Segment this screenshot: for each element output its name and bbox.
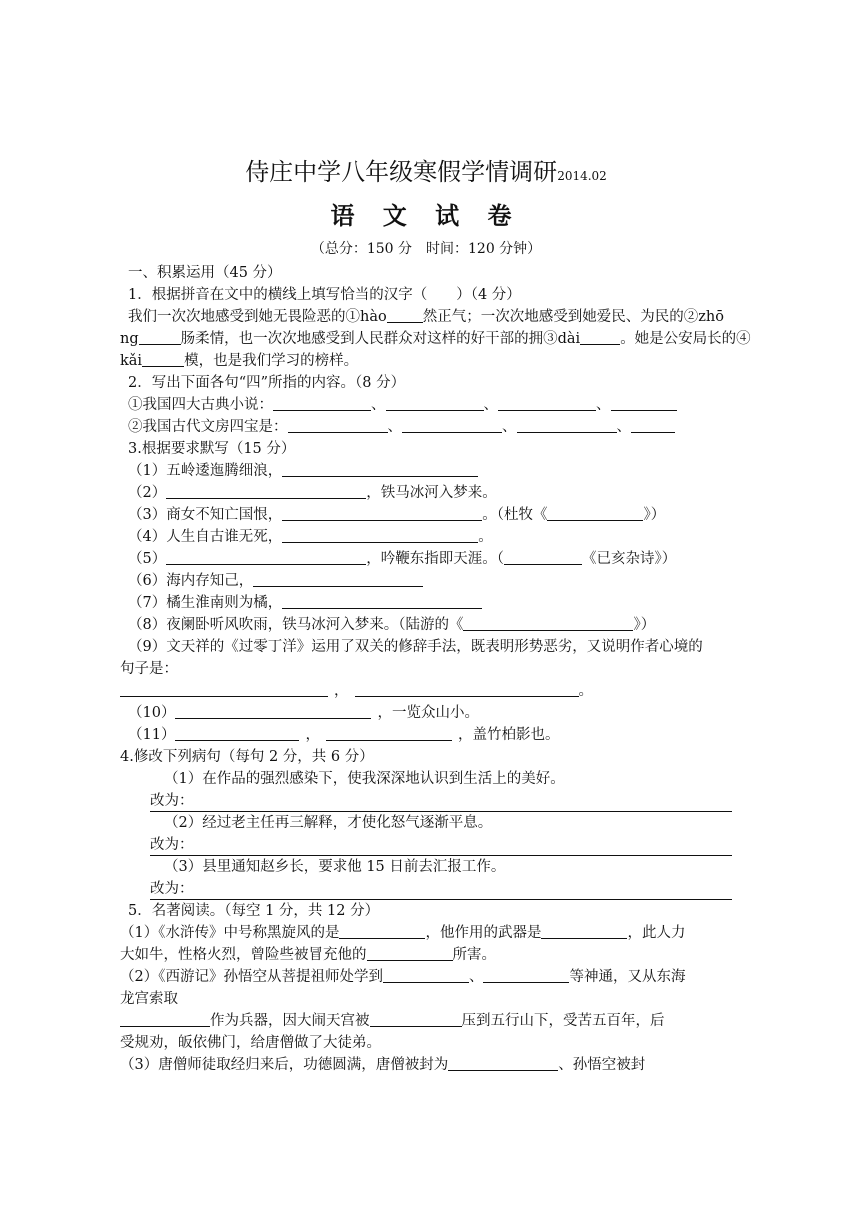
q2-blank[interactable] [402, 417, 502, 433]
q3-blank[interactable] [463, 615, 633, 631]
q3-blank[interactable] [175, 725, 299, 741]
q5-text: 大如牛，性格火烈，曾险些被冒充他的 [120, 947, 367, 963]
q5-item-3 [120, 1054, 732, 1076]
q3-text: （10） [128, 705, 176, 721]
q1-line-3 [120, 350, 732, 372]
q3-text: 。（杜牧《 [482, 507, 548, 523]
exam-content [120, 152, 751, 1076]
q3-prompt: 3.根据要求默写（15 分） [128, 441, 296, 457]
q3-text: （4）人生自古谁无死， [128, 529, 283, 545]
q1-blank-3[interactable] [580, 329, 620, 345]
q4-sentence-2: （2）经过老主任再三解释，才使化怒气逐渐平息。 [164, 815, 493, 831]
q5-blank[interactable] [339, 923, 425, 939]
exam-subject: 语 文 试 卷 [330, 201, 522, 230]
q2-blank[interactable] [386, 395, 484, 411]
q3-blank[interactable] [253, 571, 423, 587]
q3-text: 。 [478, 529, 493, 545]
fix-label: 改为： [150, 793, 194, 809]
q2-prompt: 2．写出下面各句“四”所指的内容。（8 分） [128, 375, 406, 391]
q5-blank[interactable] [120, 1011, 210, 1027]
q3-blank[interactable] [166, 483, 366, 499]
q1-prompt: 1．根据拼音在文中的横线上填写恰当的汉字（ ）（4 分） [128, 287, 521, 303]
q1-text: 。她是公安局长的④ [620, 331, 751, 347]
q3-text: （3）商女不知亡国恨， [128, 507, 283, 523]
q4-answer-line[interactable] [150, 878, 732, 900]
q3-blank[interactable] [282, 527, 478, 543]
exam-meta: （总分：150 分 时间：120 分钟） [310, 241, 542, 257]
q5-item-2-cont: 龙宫索取 [120, 991, 178, 1007]
q3-text: ，铁马冰河入梦来。 [366, 485, 497, 501]
q3-text: 》） [633, 617, 656, 633]
q2-blank[interactable] [631, 417, 675, 433]
q1-blank-1[interactable] [387, 307, 423, 323]
q2-blank[interactable] [273, 395, 371, 411]
q5-item-2-cont2 [120, 1010, 732, 1032]
q3-blank[interactable] [355, 681, 579, 697]
q1-text: 我们一次次地感受到她无畏险恶的①hào [128, 309, 387, 325]
q1-line-1 [120, 306, 732, 328]
q3-blank[interactable] [166, 549, 366, 565]
sep: 、 [596, 397, 611, 413]
q5-text: 、 [468, 969, 484, 985]
q1-text: 模，也是我们学习的榜样。 [184, 353, 359, 369]
sep: 、 [616, 419, 631, 435]
q4-answer-line[interactable] [150, 790, 732, 812]
q3-blank[interactable] [504, 549, 582, 565]
q5-text: （2）《西游记》孙悟空从菩提祖师处学到 [120, 969, 383, 985]
q3-text: ，吟鞭东指即天涯。（ [366, 551, 504, 567]
q3-blank[interactable] [282, 505, 482, 521]
q1-blank-2[interactable] [139, 329, 181, 345]
q3-blank[interactable] [547, 505, 643, 521]
q3-item-6 [120, 570, 732, 592]
q5-blank[interactable] [448, 1055, 558, 1071]
q1-line-2 [120, 328, 751, 350]
q5-text: 压到五行山下，受苦五百年，后 [461, 1013, 665, 1029]
exam-date: 2014.02 [557, 169, 607, 183]
q2-line-a [120, 394, 732, 416]
q3-item-11 [120, 724, 732, 746]
sep: 、 [371, 397, 386, 413]
sep: 、 [483, 397, 498, 413]
q3-item-9: （9）文天祥的《过零丁洋》运用了双关的修辞手法，既表明形势恶劣，又说明作者心境的 [128, 639, 703, 655]
q3-text: ，盖竹柏影也。 [457, 727, 560, 743]
q5-blank[interactable] [483, 967, 569, 983]
q3-text: （2） [128, 485, 167, 501]
q3-text: （11） [128, 727, 176, 743]
q3-item-4 [120, 526, 732, 548]
fix-label: 改为： [150, 837, 194, 853]
q2-label: ①我国四大古典小说： [128, 397, 273, 413]
q3-item-9-cont: 句子是： [120, 661, 178, 677]
q1-blank-4[interactable] [142, 351, 184, 367]
q4-answer-line[interactable] [150, 834, 732, 856]
q5-prompt: 5．名著阅读。（每空 1 分，共 12 分） [128, 903, 380, 919]
q5-text: 等神通，又从东海 [569, 969, 686, 985]
q5-text: 所害。 [452, 947, 496, 963]
exam-title [120, 152, 732, 192]
q5-blank[interactable] [383, 967, 469, 983]
q1-text: kǎi [120, 353, 143, 369]
q4-prompt: 4.修改下列病句（每句 2 分，共 6 分） [120, 749, 374, 765]
q5-item-2-cont3: 受规劝，皈依佛门，给唐僧做了大徒弟。 [120, 1035, 381, 1051]
q3-text: ， [334, 683, 349, 699]
q3-text: （5） [128, 551, 167, 567]
q5-text: （3）唐僧师徒取经归来后，功德圆满，唐僧被封为 [120, 1057, 449, 1073]
q2-blank[interactable] [498, 395, 596, 411]
q5-text: ，此人力 [627, 925, 686, 941]
q3-text: 《已亥杂诗》） [581, 551, 677, 567]
q3-blank[interactable] [175, 703, 371, 719]
school-title: 侍庄中学八年级寒假学情调研 [245, 158, 558, 186]
q5-item-2 [120, 966, 732, 988]
q1-text: 肠柔情，也一次次地感受到人民群众对这样的好干部的拥③dài [180, 331, 581, 347]
q4-fix-3 [120, 878, 732, 900]
q5-blank[interactable] [367, 945, 453, 961]
sep: 、 [502, 419, 517, 435]
q3-blank[interactable] [282, 593, 482, 609]
q2-blank[interactable] [611, 395, 677, 411]
q3-text: ， [305, 727, 320, 743]
q3-blank[interactable] [282, 461, 478, 477]
q4-sentence-1: （1）在作品的强烈感染下，使我深深地认识到生活上的美好。 [164, 771, 565, 787]
q3-text: （6）海内存知己， [128, 573, 254, 589]
q3-text: ，一览众山小。 [377, 705, 479, 721]
section-heading: 一、积累运用（45 分） [128, 265, 282, 281]
q5-item-1 [120, 922, 732, 944]
sep: 、 [387, 419, 402, 435]
q3-item-7 [120, 592, 732, 614]
q3-item-5 [120, 548, 732, 570]
q4-fix-2 [120, 834, 732, 856]
q3-text: （1）五岭逶迤腾细浪， [128, 463, 283, 479]
q5-blank[interactable] [370, 1011, 462, 1027]
fix-label: 改为： [150, 881, 194, 897]
q3-blank[interactable] [326, 725, 452, 741]
q5-text: ，他作用的武器是 [425, 925, 542, 941]
q5-item-1-cont [120, 944, 732, 966]
q5-text: 作为兵器，因大闹天宫被 [210, 1013, 370, 1029]
q5-text: 、孙悟空被封 [558, 1057, 646, 1073]
q2-blank[interactable] [288, 417, 388, 433]
q3-item-8 [120, 614, 732, 636]
q3-item-2 [120, 482, 732, 504]
q1-text: ng [120, 331, 139, 347]
q5-blank[interactable] [541, 923, 627, 939]
q2-line-b [120, 416, 732, 438]
q1-text: 然正气；一次次地感受到她爱民、为民的②zhō [422, 309, 724, 325]
q3-text: 》） [643, 507, 666, 523]
q3-item-10 [120, 702, 732, 724]
q3-item-1 [120, 460, 732, 482]
q3-text: （7）橘生淮南则为橘， [128, 595, 283, 611]
q2-label: ②我国古代文房四宝是： [128, 419, 288, 435]
q3-text: 。 [578, 683, 593, 699]
q4-fix-1 [120, 790, 732, 812]
q3-text: （8）夜阑卧听风吹雨，铁马冰河入梦来。（陆游的《 [128, 617, 464, 633]
q3-item-3 [120, 504, 732, 526]
q3-item-9-blanks [120, 680, 732, 702]
q3-blank[interactable] [120, 681, 328, 697]
q4-sentence-3: （3）县里通知赵乡长，要求他 15 日前去汇报工作。 [164, 859, 506, 875]
q5-text: （1）《水浒传》中号称黑旋风的是 [120, 925, 340, 941]
q2-blank[interactable] [517, 417, 617, 433]
